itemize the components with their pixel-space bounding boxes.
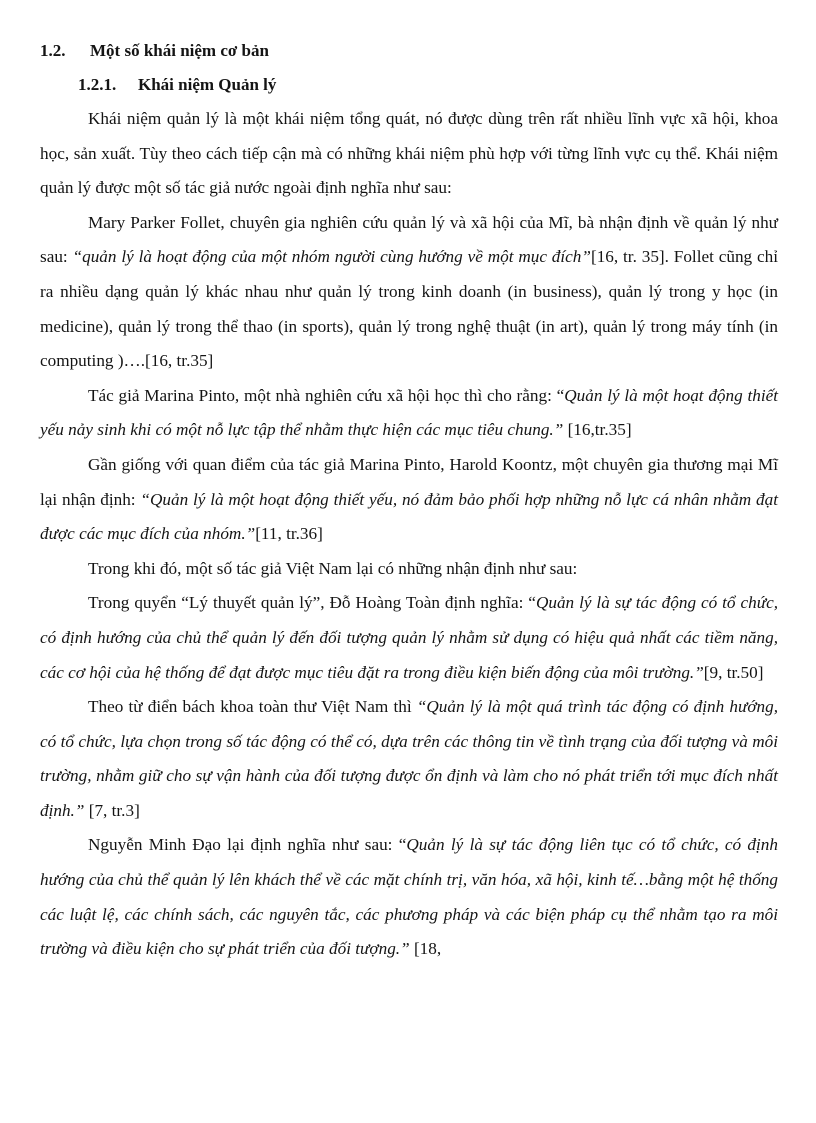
paragraph-intro-text: Khái niệm quản lý là một khái niệm tổng quát, nó được dùng trên rất nhiều lĩnh vực xã hội, khoa học, sản xuất. Tùy theo cách tiếp cận mà có những khái niệm phù hợp với từng lĩnh vực cụ thể. Khái niệm quản lý được một số tác giả nước ngoài định nghĩa như sau: [40,109,778,198]
paragraph-follet [40,206,778,379]
section-heading [40,34,778,68]
paragraph-follet-tail: [16, tr. 35]. Follet cũng chỉ ra nhiều dạng quản lý khác nhau như quản lý trong kinh doanh (in business), quản lý trong y học (in medicine), quản lý trong thể thao (in sports), quản lý trong nghệ thuật (in art), quản lý trong máy tính (in computing )….[16, tr.35] [40,247,778,371]
paragraph-dao-tail: [18, [409,939,442,959]
paragraph-intro [40,102,778,206]
paragraph-pinto-lead: Tác giả Marina Pinto, một nhà nghiên cứu xã hội học thì cho rằng: “ [88,385,565,405]
paragraph-toan-quote: Quản lý là sự tác động có tổ chức, có định hướng của chủ thể quản lý đến đối tượng quản lý nhằm sử dụng có hiệu quả nhất các tiềm năng, các cơ hội của hệ thống để đạt được mục tiêu đặt ra trong điều kiện biến động của môi trường.” [40,593,778,682]
paragraph-follet-lead: Mary Parker Follet, chuyên gia nghiên cứu quản lý và xã hội của Mĩ, bà nhận định về quản lý như sau: [40,212,778,267]
subsection-heading [78,68,778,102]
paragraph-koontz [40,448,778,552]
paragraph-encyclopedia-quote: “Quản lý là một quá trình tác động có định hướng, có tổ chức, lựa chọn trong số tác động có thể có, dựa trên các thông tin về tình trạng của đối tượng và môi trường, nhằm giữ cho sự vận hành của đối tượng được ổn định và làm cho nó phát triển tới mục đích nhất định.” [40,697,778,820]
paragraph-dao-lead: Nguyễn Minh Đạo lại định nghĩa như sau: “ [88,835,407,855]
paragraph-koontz-lead: Gần giống với quan điểm của tác giả Marina Pinto, Harold Koontz [88,454,553,474]
paragraph-koontz-mid: , một chuyên gia thương mại Mĩ lại nhận định: [40,454,778,509]
paragraph-toan-lead: Trong quyển “Lý thuyết quản lý”, Đỗ Hoàng Toàn định nghĩa: “ [88,593,536,613]
paragraph-toan [40,586,778,690]
paragraph-pinto-tail: [16,tr.35] [563,420,632,440]
paragraph-koontz-tail: [11, tr.36] [255,524,323,544]
paragraph-pinto-quote: Quản lý là một hoạt động thiết yếu nảy sinh khi có một nỗ lực tập thể nhằm thực hiện các mục tiêu chung.” [40,385,778,440]
section-title: Một số khái niệm cơ bản [90,41,269,60]
paragraph-encyclopedia [40,690,778,828]
paragraph-toan-tail: [9, tr.50] [703,662,764,682]
paragraph-pinto [40,379,778,448]
subsection-title: Khái niệm Quản lý [138,75,277,94]
paragraph-encyclopedia-tail: [7, tr.3] [84,800,140,820]
paragraph-dao [40,828,778,966]
paragraph-follet-quote: “quản lý là hoạt động của một nhóm người cùng hướng về một mục đích” [72,247,591,267]
document-page [40,34,778,967]
subsection-number: 1.2.1. [78,75,117,94]
paragraph-vietnam-intro-text: Trong khi đó, một số tác giả Việt Nam lại có những nhận định như sau: [88,558,578,578]
paragraph-encyclopedia-lead: Theo từ điển bách khoa toàn thư Việt Nam thì [88,697,417,717]
paragraph-dao-quote: Quản lý là sự tác động liên tục có tổ chức, có định hướng của chủ thể quản lý lên khách thể về các mặt chính trị, văn hóa, xã hội, kinh tế…bằng một hệ thống các luật lệ, các chính sách, các nguyên tắc, các phương pháp và các biện pháp cụ thể nhằm tạo ra môi trường và điều kiện cho sự phát triển của đối tượng.” [40,835,778,959]
paragraph-koontz-quote: “Quản lý là một hoạt động thiết yếu, nó đảm bảo phối hợp những nỗ lực cá nhân nhằm đạt được các mục đích của nhóm.” [40,489,779,544]
section-number: 1.2. [40,41,66,60]
paragraph-vietnam-intro [40,552,778,587]
